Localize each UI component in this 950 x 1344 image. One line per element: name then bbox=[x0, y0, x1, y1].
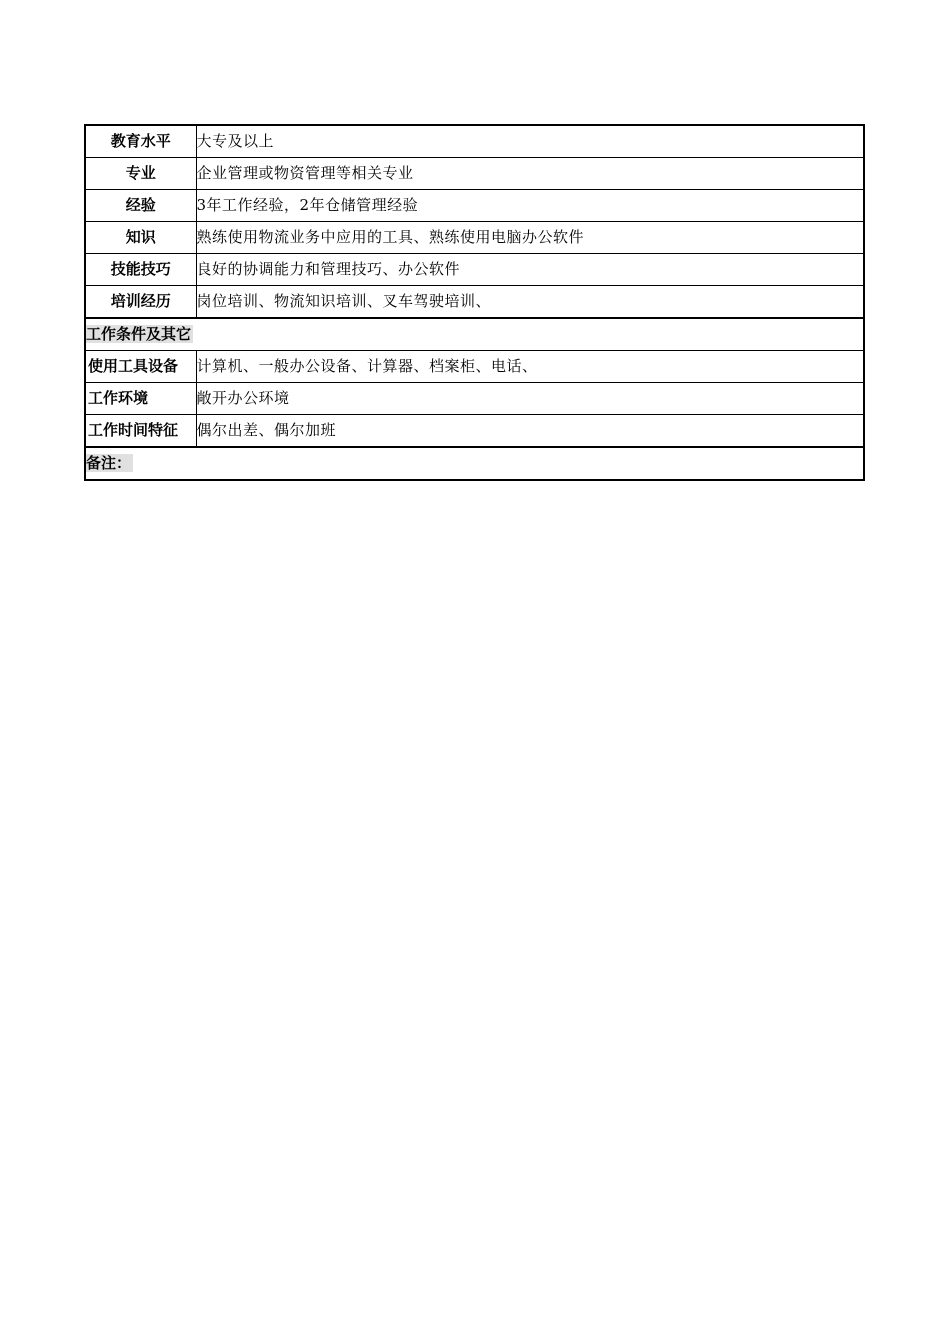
remarks-row bbox=[85, 447, 864, 480]
row-value-education: 大专及以上 bbox=[196, 125, 864, 158]
table-row bbox=[85, 415, 864, 448]
table-row bbox=[85, 158, 864, 190]
row-value-major: 企业管理或物资管理等相关专业 bbox=[196, 158, 864, 190]
remarks-cell bbox=[85, 447, 864, 480]
job-requirements-table bbox=[84, 124, 865, 481]
remarks-label: 备注： bbox=[86, 454, 132, 472]
row-label-major: 专业 bbox=[85, 158, 196, 190]
row-label-work-time: 工作时间特征 bbox=[85, 415, 196, 448]
section-title: 工作条件及其它 bbox=[86, 325, 192, 343]
row-label-skills: 技能技巧 bbox=[85, 254, 196, 286]
row-value-work-time: 偶尔出差、偶尔加班 bbox=[196, 415, 864, 448]
row-value-experience: 3年工作经验，2年仓储管理经验 bbox=[196, 190, 864, 222]
row-label-knowledge: 知识 bbox=[85, 222, 196, 254]
row-value-training: 岗位培训、物流知识培训、叉车驾驶培训、 bbox=[196, 286, 864, 319]
section-row bbox=[85, 318, 864, 351]
row-value-tools: 计算机、一般办公设备、计算器、档案柜、电话、 bbox=[196, 351, 864, 383]
table-row bbox=[85, 190, 864, 222]
table-row bbox=[85, 222, 864, 254]
table-row bbox=[85, 254, 864, 286]
row-value-skills: 良好的协调能力和管理技巧、办公软件 bbox=[196, 254, 864, 286]
row-label-experience: 经验 bbox=[85, 190, 196, 222]
section-header bbox=[85, 318, 864, 351]
row-label-tools: 使用工具设备 bbox=[85, 351, 196, 383]
table-row bbox=[85, 383, 864, 415]
table-row bbox=[85, 286, 864, 319]
row-label-education: 教育水平 bbox=[85, 125, 196, 158]
table-row bbox=[85, 125, 864, 158]
row-value-knowledge: 熟练使用物流业务中应用的工具、熟练使用电脑办公软件 bbox=[196, 222, 864, 254]
row-value-environment: 敞开办公环境 bbox=[196, 383, 864, 415]
table-row bbox=[85, 351, 864, 383]
row-label-training: 培训经历 bbox=[85, 286, 196, 319]
row-label-environment: 工作环境 bbox=[85, 383, 196, 415]
